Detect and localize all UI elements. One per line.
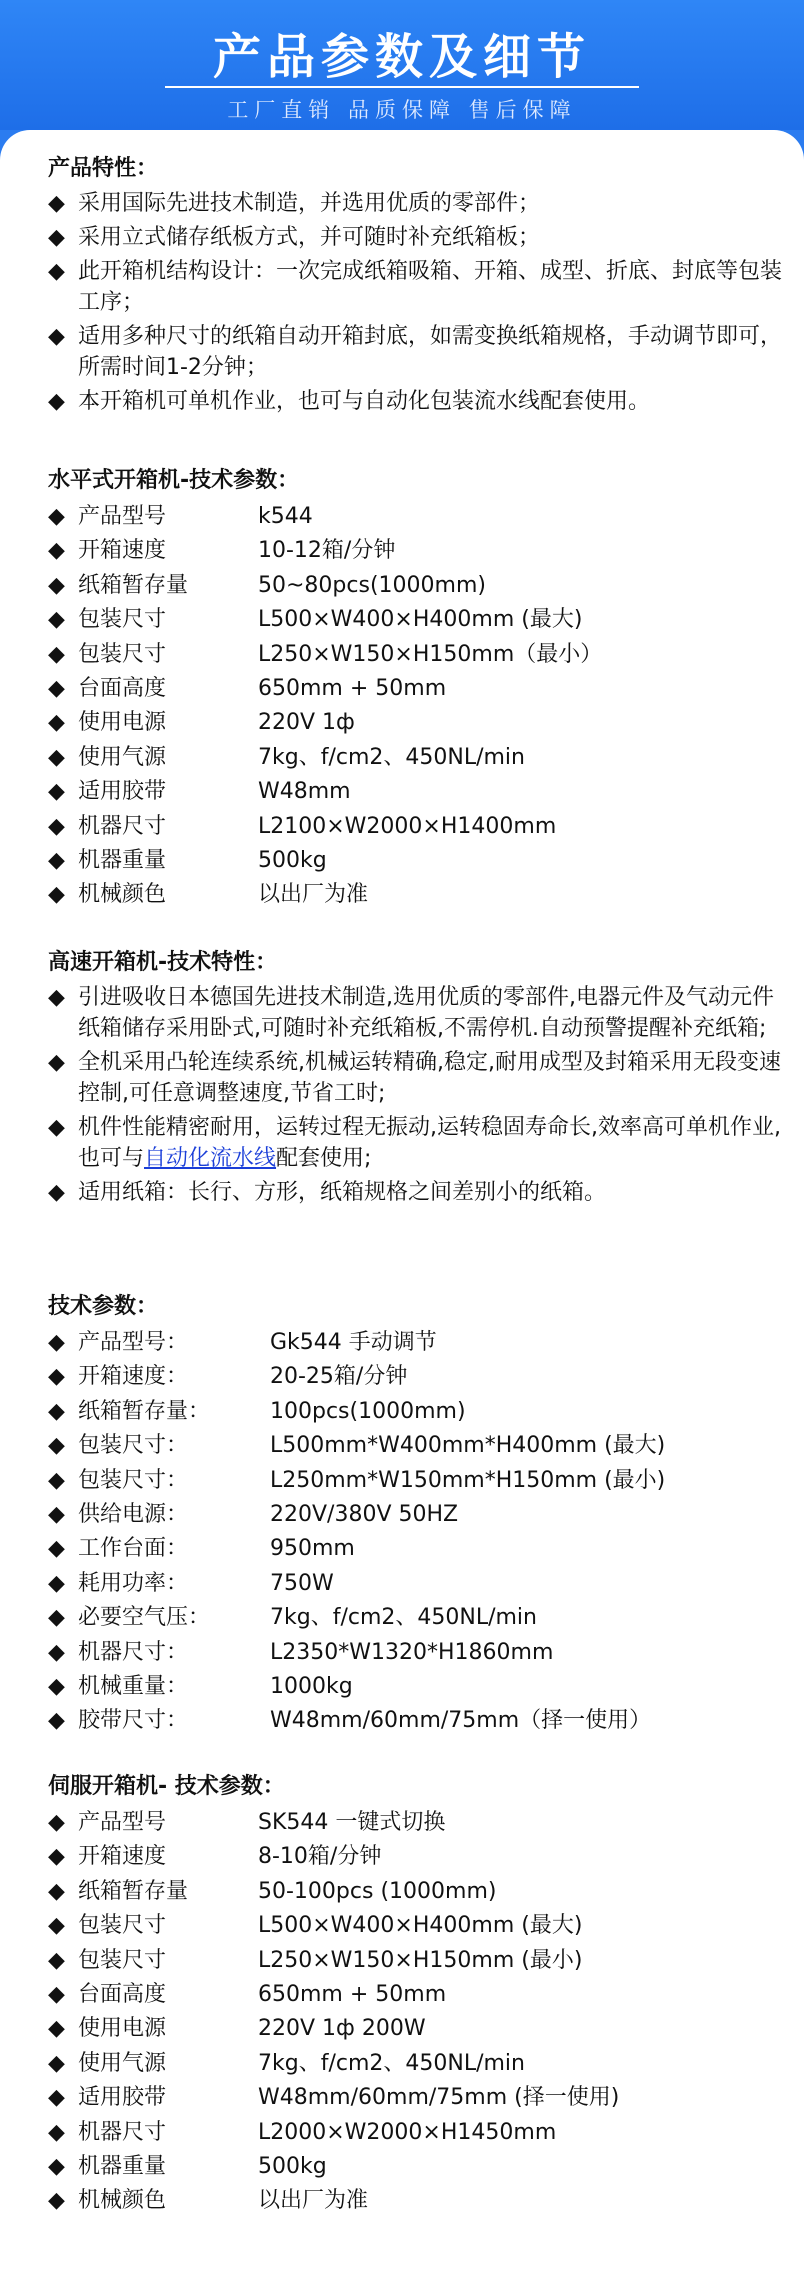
technical-param-row <box>48 1704 788 1738</box>
diamond-bullet-icon: ◆ <box>48 985 65 1010</box>
diamond-bullet-icon: ◆ <box>48 1605 65 1631</box>
param-value: L2000×W2000×H1450mm <box>258 2119 557 2145</box>
diamond-bullet-icon: ◆ <box>48 324 65 349</box>
diamond-bullet-icon: ◆ <box>48 1913 65 1939</box>
param-value: 100pcs(1000mm) <box>270 1398 466 1424</box>
features-list <box>48 188 788 417</box>
param-label: 开箱速度 <box>78 1844 167 1870</box>
param-label: 包装尺寸 <box>78 1913 167 1939</box>
diamond-bullet-icon: ◆ <box>48 225 65 250</box>
horizontal-params-list <box>48 500 788 913</box>
param-label: 使用电源 <box>78 2016 167 2042</box>
technical-param-row <box>48 1532 788 1566</box>
feature-item: ◆ 本开箱机可单机作业，也可与自动化包装流水线配套使用。 <box>48 386 788 417</box>
technical-params-section <box>48 1290 788 1739</box>
diamond-bullet-icon: ◆ <box>48 504 65 529</box>
diamond-bullet-icon: ◆ <box>48 1878 65 1904</box>
servo-param-row <box>48 2150 788 2184</box>
diamond-bullet-icon: ◆ <box>48 1180 65 1205</box>
param-label: 机械颜色 <box>78 882 167 908</box>
diamond-bullet-icon: ◆ <box>48 259 65 284</box>
servo-param-row <box>48 1806 788 1840</box>
technical-param-row <box>48 1636 788 1670</box>
servo-param-row <box>48 2116 788 2150</box>
highspeed-feature-item: ◆ 适用纸箱：长行、方形，纸箱规格之间差别小的纸箱。 <box>48 1177 788 1208</box>
feature-item: ◆ 采用立式储存纸板方式，并可随时补充纸箱板； <box>48 222 788 253</box>
param-value: 220V 1ф <box>258 710 355 736</box>
page-title: 产品参数及细节 <box>212 29 591 85</box>
param-label: 必要空气压： <box>78 1605 211 1631</box>
diamond-bullet-icon: ◆ <box>48 1570 65 1596</box>
diamond-bullet-icon: ◆ <box>48 1050 65 1075</box>
param-label: 纸箱暂存量 <box>78 1878 189 1904</box>
feature-item: ◆ 适用多种尺寸的纸箱自动开箱封底，如需变换纸箱规格，手动调节即可，所需时间1-2分钟； <box>48 321 788 383</box>
param-value: L500×W400×H400mm (最大) <box>258 607 583 633</box>
servo-param-row <box>48 2047 788 2081</box>
highspeed-feature-item: ◆ 机件性能精密耐用，运转过程无振动,运转稳固寿命长,效率高可单机作业,也可与自动化流水线配套使用; <box>48 1112 788 1174</box>
diamond-bullet-icon: ◆ <box>48 1536 65 1562</box>
technical-param-row <box>48 1395 788 1429</box>
param-value: 以出厂为准 <box>258 882 369 908</box>
diamond-bullet-icon: ◆ <box>48 2016 65 2042</box>
param-label: 机器重量 <box>78 2153 167 2179</box>
servo-params-section <box>48 1770 788 2219</box>
param-value: 500kg <box>258 2153 327 2179</box>
param-label: 台面高度 <box>78 675 167 701</box>
diamond-bullet-icon: ◆ <box>48 1398 65 1424</box>
diamond-bullet-icon: ◆ <box>48 744 65 770</box>
param-value: Gk544 手动调节 <box>270 1330 437 1355</box>
horizontal-param-row <box>48 672 788 706</box>
diamond-bullet-icon: ◆ <box>48 710 65 736</box>
servo-param-row <box>48 1875 788 1909</box>
diamond-bullet-icon: ◆ <box>48 2119 65 2145</box>
horizontal-param-row <box>48 775 788 809</box>
param-label: 产品型号 <box>78 504 167 529</box>
diamond-bullet-icon: ◆ <box>48 779 65 805</box>
param-label: 适用胶带 <box>78 779 167 805</box>
servo-params-title: 伺服开箱机- 技术参数： <box>48 1774 285 1799</box>
param-label: 耗用功率： <box>78 1570 189 1596</box>
param-label: 使用气源 <box>78 2050 167 2076</box>
horizontal-param-row <box>48 810 788 844</box>
param-label: 包装尺寸 <box>78 641 167 667</box>
param-value: L2100×W2000×H1400mm <box>258 813 557 839</box>
diamond-bullet-icon: ◆ <box>48 1115 65 1140</box>
param-label: 开箱速度 <box>78 538 167 564</box>
page-subtitle: 工厂直销 品质保障 售后保障 <box>227 98 577 122</box>
param-value: 500kg <box>258 847 327 873</box>
horizontal-param-row <box>48 706 788 740</box>
technical-params-title: 技术参数： <box>48 1294 159 1319</box>
diamond-bullet-icon: ◆ <box>48 1673 65 1699</box>
diamond-bullet-icon: ◆ <box>48 1639 65 1665</box>
param-label: 产品型号 <box>78 1810 167 1835</box>
horizontal-param-row <box>48 569 788 603</box>
param-value: 7kg、f/cm2、450NL/min <box>270 1605 537 1631</box>
servo-params-list <box>48 1806 788 2219</box>
param-value: W48mm/60mm/75mm（择一使用） <box>270 1708 652 1734</box>
horizontal-param-row <box>48 844 788 878</box>
param-value: 7kg、f/cm2、450NL/min <box>258 2050 525 2076</box>
param-value: L500×W400×H400mm (最大) <box>258 1913 583 1939</box>
param-value: L250×W150×H150mm (最小) <box>258 1947 583 1973</box>
param-value: 50~80pcs(1000mm) <box>258 572 486 598</box>
param-label: 工作台面： <box>78 1536 189 1562</box>
technical-param-row <box>48 1601 788 1635</box>
param-label: 包装尺寸： <box>78 1467 189 1493</box>
horizontal-params-section <box>48 464 788 913</box>
param-value: L250mm*W150mm*H150mm (最小) <box>270 1467 666 1493</box>
diamond-bullet-icon: ◆ <box>48 572 65 598</box>
highspeed-feature-item: ◆ 全机采用凸轮连续系统,机械运转精确,稳定,耐用成型及封箱采用无段变速控制,可任意调整速度,节省工时; <box>48 1047 788 1109</box>
diamond-bullet-icon: ◆ <box>48 389 65 414</box>
param-label: 包装尺寸： <box>78 1433 189 1459</box>
servo-param-row <box>48 2012 788 2046</box>
param-value: 7kg、f/cm2、450NL/min <box>258 744 525 770</box>
highspeed-features-section <box>48 946 788 1211</box>
param-label: 机器尺寸 <box>78 2119 167 2145</box>
param-value: 750W <box>270 1570 334 1596</box>
param-label: 机械重量： <box>78 1673 189 1699</box>
technical-param-row <box>48 1670 788 1704</box>
horizontal-param-row <box>48 741 788 775</box>
param-value: SK544 一键式切换 <box>258 1810 446 1835</box>
automation-line-link[interactable]: 自动化流水线 <box>144 1146 277 1171</box>
diamond-bullet-icon: ◆ <box>48 607 65 633</box>
features-section <box>48 152 788 420</box>
servo-param-row <box>48 2081 788 2115</box>
horizontal-param-row <box>48 534 788 568</box>
diamond-bullet-icon: ◆ <box>48 1981 65 2007</box>
param-label: 使用气源 <box>78 744 167 770</box>
param-label: 包装尺寸 <box>78 1947 167 1973</box>
param-label: 适用胶带 <box>78 2085 167 2111</box>
param-label: 纸箱暂存量： <box>78 1398 211 1424</box>
horizontal-params-title: 水平式开箱机-技术参数： <box>48 468 300 493</box>
diamond-bullet-icon: ◆ <box>48 847 65 873</box>
horizontal-param-row <box>48 500 788 534</box>
servo-param-row <box>48 1944 788 1978</box>
param-label: 开箱速度： <box>78 1364 189 1390</box>
param-value: W48mm/60mm/75mm (择一使用) <box>258 2085 620 2111</box>
diamond-bullet-icon: ◆ <box>48 538 65 564</box>
feature-item: ◆ 此开箱机结构设计：一次完成纸箱吸箱、开箱、成型、折底、封底等包装工序； <box>48 256 788 318</box>
diamond-bullet-icon: ◆ <box>48 1810 65 1835</box>
param-value: 20-25箱/分钟 <box>270 1364 408 1390</box>
param-value: 650mm + 50mm <box>258 675 447 701</box>
param-label: 机器尺寸 <box>78 813 167 839</box>
servo-param-row <box>48 1840 788 1874</box>
param-label: 供给电源： <box>78 1501 189 1527</box>
param-value: 10-12箱/分钟 <box>258 538 396 564</box>
diamond-bullet-icon: ◆ <box>48 882 65 908</box>
servo-param-row <box>48 2184 788 2218</box>
diamond-bullet-icon: ◆ <box>48 675 65 701</box>
param-label: 机器重量 <box>78 847 167 873</box>
param-label: 产品型号： <box>78 1330 189 1355</box>
diamond-bullet-icon: ◆ <box>48 2085 65 2111</box>
technical-param-row <box>48 1326 788 1360</box>
param-value: 220V 1ф 200W <box>258 2016 426 2042</box>
param-value: W48mm <box>258 779 351 805</box>
param-value: k544 <box>258 504 313 529</box>
horizontal-param-row <box>48 878 788 912</box>
diamond-bullet-icon: ◆ <box>48 1501 65 1527</box>
param-label: 机械颜色 <box>78 2188 167 2214</box>
param-value: L2350*W1320*H1860mm <box>270 1639 554 1665</box>
param-value: 950mm <box>270 1536 355 1562</box>
param-label: 包装尺寸 <box>78 607 167 633</box>
diamond-bullet-icon: ◆ <box>48 191 65 216</box>
param-value: 650mm + 50mm <box>258 1981 447 2007</box>
param-value: 50-100pcs (1000mm) <box>258 1878 497 1904</box>
diamond-bullet-icon: ◆ <box>48 1844 65 1870</box>
param-label: 胶带尺寸： <box>78 1708 189 1734</box>
features-title: 产品特性： <box>48 156 159 181</box>
servo-param-row <box>48 1909 788 1943</box>
param-value: 1000kg <box>270 1673 353 1699</box>
diamond-bullet-icon: ◆ <box>48 1433 65 1459</box>
param-label: 使用电源 <box>78 710 167 736</box>
diamond-bullet-icon: ◆ <box>48 813 65 839</box>
technical-params-list <box>48 1326 788 1739</box>
technical-param-row <box>48 1429 788 1463</box>
servo-param-row <box>48 1978 788 2012</box>
param-value: 以出厂为准 <box>258 2188 369 2214</box>
diamond-bullet-icon: ◆ <box>48 1364 65 1390</box>
technical-param-row <box>48 1567 788 1601</box>
param-value: L500mm*W400mm*H400mm (最大) <box>270 1433 666 1459</box>
diamond-bullet-icon: ◆ <box>48 1330 65 1355</box>
feature-item: ◆ 采用国际先进技术制造，并选用优质的零部件； <box>48 188 788 219</box>
param-value: L250×W150×H150mm（最小） <box>258 641 603 667</box>
horizontal-param-row <box>48 603 788 637</box>
header-divider <box>165 86 639 88</box>
diamond-bullet-icon: ◆ <box>48 1467 65 1493</box>
highspeed-features-list <box>48 982 788 1208</box>
param-label: 台面高度 <box>78 1981 167 2007</box>
highspeed-feature-item: ◆ 引进吸收日本德国先进技术制造,选用优质的零部件,电器元件及气动元件纸箱储存采用卧式,可随时补充纸箱板,不需停机.自动预警提醒补充纸箱; <box>48 982 788 1044</box>
horizontal-param-row <box>48 638 788 672</box>
param-label: 纸箱暂存量 <box>78 572 189 598</box>
diamond-bullet-icon: ◆ <box>48 2050 65 2076</box>
highspeed-features-title: 高速开箱机-技术特性： <box>48 950 278 975</box>
param-value: 8-10箱/分钟 <box>258 1844 382 1870</box>
diamond-bullet-icon: ◆ <box>48 641 65 667</box>
diamond-bullet-icon: ◆ <box>48 1947 65 1973</box>
param-value: 220V/380V 50HZ <box>270 1501 459 1527</box>
diamond-bullet-icon: ◆ <box>48 2153 65 2179</box>
diamond-bullet-icon: ◆ <box>48 1708 65 1734</box>
technical-param-row <box>48 1464 788 1498</box>
param-label: 机器尺寸： <box>78 1639 189 1665</box>
diamond-bullet-icon: ◆ <box>48 2188 65 2214</box>
page-header <box>0 0 804 130</box>
technical-param-row <box>48 1498 788 1532</box>
technical-param-row <box>48 1360 788 1394</box>
